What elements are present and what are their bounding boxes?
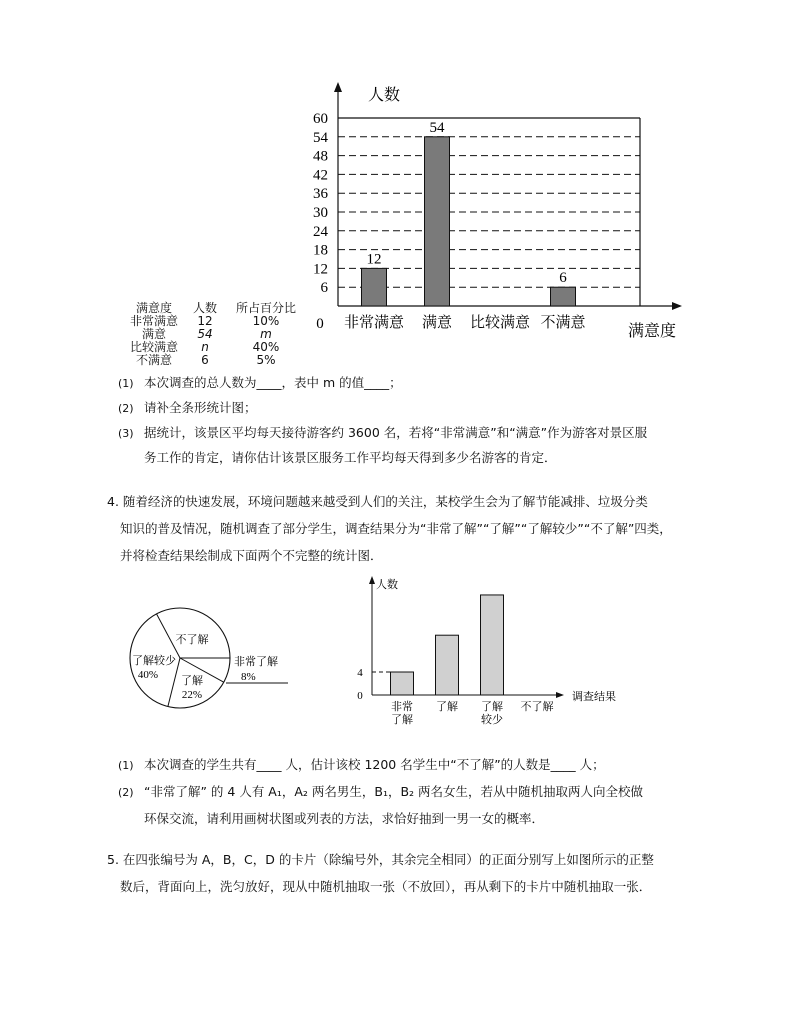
q4-item: (1) 本次调查的学生共有____ 人，估计该校 1200 名学生中“不了解”的人数是____ 人； <box>118 757 605 772</box>
q4-item: 环保交流，请利用画树状图或列表的方法，求恰好抽到一男一女的概率． <box>144 811 545 826</box>
pie-callout-label: 非常了解 <box>234 656 278 668</box>
y-tick-label: 12 <box>313 261 328 278</box>
bar <box>551 287 576 306</box>
satisfaction-bar-chart <box>290 78 690 348</box>
bar <box>436 635 459 695</box>
x-axis-label: 满意度 <box>628 323 677 340</box>
y-tick-label: 54 <box>313 129 328 146</box>
table-cell: 比较满意 <box>129 340 178 354</box>
y-axis-arrow <box>334 82 342 92</box>
pie-slice-value: 40% <box>137 669 159 681</box>
q3-item: 务工作的肯定，请你估计该景区服务工作平均每天得到多少名游客的肯定． <box>144 450 557 465</box>
bar <box>481 595 504 695</box>
understanding-bar-chart <box>350 572 640 732</box>
bar <box>362 268 387 306</box>
y-axis-label: 人数 <box>368 87 401 104</box>
y-tick-label: 24 <box>313 223 328 240</box>
x-tick-label: 非常 <box>391 701 413 713</box>
y-tick-label: 6 <box>320 280 328 297</box>
x-tick-label: 了解 <box>436 701 458 713</box>
y-tick-label: 60 <box>313 111 328 127</box>
origin-label: 0 <box>316 316 324 332</box>
table-header: 满意度 <box>135 301 172 315</box>
table-cell: m <box>260 327 272 341</box>
x-tick-label: 了解 <box>391 714 413 726</box>
table-cell: 40% <box>252 340 280 354</box>
q5-stem: 5. 在四张编号为 A，B，C，D 的卡片（除编号外，其余完全相同）的正面分别写上如图所示的正整 数后，背面向上，洗匀放好，现从中随机抽取一张（不放回），再从剩下的卡片中随机抽取一张． <box>107 852 654 894</box>
q3-items <box>118 372 647 469</box>
y-tick-label: 42 <box>313 167 328 184</box>
pie-slice-value: 22% <box>181 689 203 701</box>
pie-slice-label: 了解较少 <box>132 655 176 667</box>
y-tick-label: 48 <box>313 148 328 165</box>
bar <box>391 672 414 695</box>
table-cell: 非常满意 <box>129 314 178 328</box>
bar <box>425 137 450 306</box>
table-cell: 54 <box>197 327 213 341</box>
q4-items <box>118 752 643 832</box>
data-label: 54 <box>429 119 445 136</box>
x-tick-label: 满意 <box>421 315 453 331</box>
table-cell: 12 <box>197 314 213 328</box>
q3-item: (3) 据统计，该景区平均每天接待游客约 3600 名，若将“非常满意”和“满意”作为游客对景区服 <box>118 425 648 440</box>
x-tick-label: 不满意 <box>540 315 586 331</box>
table-cell: 10% <box>252 314 280 328</box>
y-tick-label: 30 <box>313 205 328 221</box>
origin-label: 0 <box>357 690 363 702</box>
table-cell: 不满意 <box>135 353 172 367</box>
table-header: 所占百分比 <box>235 301 296 315</box>
pie-callout-value: 8% <box>241 671 256 683</box>
pie-slice-label: 不了解 <box>175 634 209 646</box>
x-axis-arrow <box>556 692 564 698</box>
y-axis-arrow <box>369 576 375 584</box>
y-axis-label: 人数 <box>376 579 398 591</box>
x-axis-label: 调查结果 <box>572 691 616 703</box>
data-label: 12 <box>366 251 382 268</box>
table-cell: 6 <box>201 353 209 367</box>
x-tick-label: 了解 <box>481 701 503 713</box>
x-tick-label: 比较满意 <box>469 315 531 331</box>
x-axis-arrow <box>672 302 682 310</box>
understanding-pie-chart <box>128 605 308 715</box>
y-tick-label: 36 <box>313 186 328 203</box>
q4-stem: 4. 随着经济的快速发展，环境问题越来越受到人们的关注，某校学生会为了解节能减排、垃圾分类 知识的普及情况，随机调查了部分学生，调查结果分为“非常了解”“了解”“了解较少”“不了解”四类， 并将检查结果绘制成下面两个不完整的统计图． <box>107 494 672 563</box>
pie-slice-label: 了解 <box>181 675 203 687</box>
y-tick-label: 18 <box>313 242 328 259</box>
data-label: 6 <box>559 270 567 287</box>
q3-item: (1) 本次调查的总人数为____，表中 m 的值____； <box>118 375 402 390</box>
x-tick-label: 较少 <box>481 714 503 726</box>
y-tick-label: 4 <box>357 667 363 679</box>
q3-item: (2) 请补全条形统计图； <box>118 400 257 415</box>
table-cell: 5% <box>256 353 276 367</box>
q4-item: (2) “非常了解” 的 4 人有 A₁，A₂ 两名男生，B₁，B₂ 两名女生，若从中随机抽取两人向全校做 <box>118 784 644 799</box>
table-cell: n <box>201 340 209 354</box>
table-header: 人数 <box>192 301 217 315</box>
satisfaction-table <box>118 302 308 366</box>
x-tick-label: 不了解 <box>520 701 554 713</box>
x-tick-label: 非常满意 <box>343 315 405 331</box>
table-cell: 满意 <box>141 327 166 341</box>
